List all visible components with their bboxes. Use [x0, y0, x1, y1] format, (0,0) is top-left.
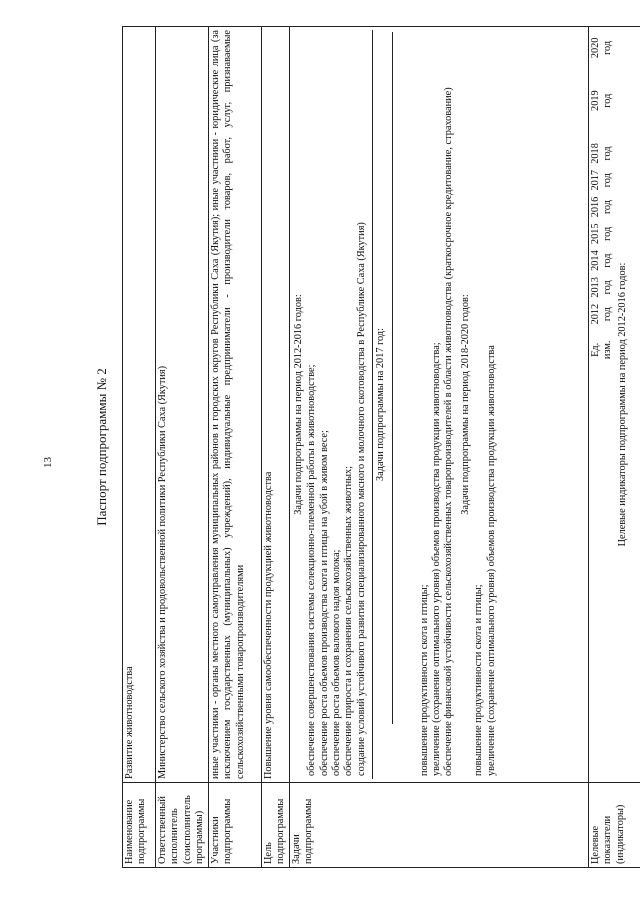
indicators-subtitle: Целевые индикаторы подпрограммы на период 2012-2016 годов: [616, 262, 628, 547]
label-goal: Цель подпрограммы [262, 783, 290, 868]
row-goal [262, 27, 290, 868]
value-executor: Министерство сельского хозяйства и продовольственной политики Республики Саха (Якутия) [156, 27, 209, 783]
tasks-period1-list [306, 30, 368, 779]
tasks-period2-title: Задачи подпрограммы на 2017 год: [375, 328, 387, 482]
list-item: обеспечение роста объемов производства скота и птицы на убой в живом весе; [318, 430, 330, 776]
year-2020: 2020 год [589, 37, 614, 59]
page-number: 13 [42, 457, 54, 468]
tasks-period3-title: Задачи подпрограммы на период 2018-2020 годов: [459, 294, 471, 515]
document-title: Паспорт подпрограммы № 2 [94, 368, 109, 526]
passport-table [122, 26, 640, 868]
list-item: создание условий устойчивого развития специализированного мясного и молочного скотоводства в Республике Саха (Якутия) [355, 222, 367, 776]
year-2017: 2017 год [589, 169, 614, 191]
list-item: обеспечение совершенствования системы селекционно-племенной работы в животноводстве; [306, 364, 318, 776]
divider [392, 32, 393, 724]
landscape-page [82, 26, 628, 868]
year-2013: 2013 год [589, 277, 614, 298]
row-name [123, 27, 156, 868]
row-tasks [289, 27, 588, 868]
list-item: обеспечение прироста и сохранения сельскохозяйственных животных; [343, 465, 355, 776]
label-tasks: Задачи подпрограммы [289, 783, 588, 868]
value-participants: иные участники - органы местного самоуправления муниципальных районов и городских округов Республики Саха (Якутия); иные участники - юридические лица (за исключением государственных (муниципальных) учреждений), индивидуальные предприниматели - производители товаров, работ, услуг, признаваемые сельскохозяйственными товаропроизводителями [209, 27, 262, 783]
value-name: Развитие животноводства [123, 27, 156, 783]
year-2018: 2018 год [589, 143, 614, 164]
year-2016: 2016 год [589, 196, 614, 218]
label-name: Наименование подпрограммы [123, 783, 156, 868]
value-goal: Повышение уровня самообеспеченности продукцией животноводства [262, 27, 290, 783]
indicator-header [590, 30, 615, 779]
list-item: обеспечение роста объемов валового надоя молока; [331, 549, 343, 776]
tasks-period2-list [419, 30, 456, 779]
row-participants [209, 27, 262, 868]
list-item: увеличение (сохранение оптимального уровня) объемов производства продукции животноводства; [431, 342, 443, 776]
divider [372, 30, 373, 779]
year-2015: 2015 год [589, 223, 614, 245]
label-executor: Ответственный исполнитель (соисполнитель программы) [156, 783, 209, 868]
year-2019: 2019 год [589, 90, 614, 111]
value-tasks [289, 27, 588, 783]
list-item: повышение продуктивности скота и птицы; [418, 584, 430, 776]
row-indicators [588, 27, 640, 868]
tasks-period1-title: Задачи подпрограммы на период 2012-2016 годов: [292, 294, 304, 515]
label-indicators: Целевые показатели (индикаторы) [588, 783, 640, 868]
value-indicators [588, 27, 640, 783]
year-2012: 2012 год [589, 303, 614, 325]
list-item: увеличение (сохранение оптимального уровня) объемов производства продукции животноводства [485, 345, 497, 776]
list-item: обеспечение финансовой устойчивости сельскохозяйственных товаропроизводителей в области животноводства (краткосрочное кредитование, страхование) [443, 87, 455, 776]
tasks-period3-list [473, 30, 498, 779]
unit-header: Ед. изм. [589, 340, 614, 360]
label-participants: Участники подпрограммы [209, 783, 262, 868]
year-2014: 2014 год [589, 250, 614, 271]
list-item: повышение продуктивности скота и птицы; [473, 584, 485, 776]
row-executor [156, 27, 209, 868]
